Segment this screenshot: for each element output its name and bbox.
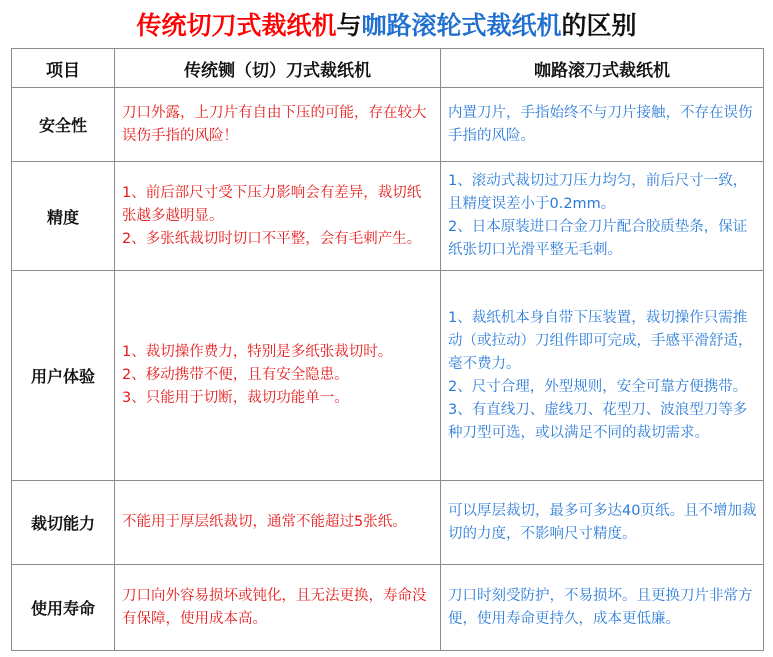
cell-line: 1、裁纸机本身自带下压装置，裁切操作只需推动（或拉动）刀组件即可完成，手感平滑舒适，毫不费力。: [448, 309, 753, 372]
traditional-cell: [115, 565, 441, 651]
header-traditional: 传统铡（切）刀式裁纸机: [115, 49, 441, 88]
traditional-cell: [115, 271, 441, 481]
table-header-row: [12, 49, 764, 88]
cell-line: 1、裁切操作费力，特别是多纸张裁切时。: [122, 344, 393, 360]
table-row: [12, 481, 764, 565]
cell-line: 刀口外露，上刀片有自由下压的可能，存在较大误伤手指的风险！: [122, 104, 427, 144]
traditional-cell: [115, 162, 441, 271]
page-title: [0, 0, 773, 48]
header-item: 项目: [12, 49, 115, 88]
row-label: 精度: [12, 162, 115, 271]
cell-line: 3、只能用于切断，裁切功能单一。: [122, 390, 349, 406]
row-label: 裁切能力: [12, 481, 115, 565]
row-label: 用户体验: [12, 271, 115, 481]
kalu-cell: [441, 271, 764, 481]
cell-line: 2、尺寸合理，外型规则，安全可靠方便携带。: [448, 378, 748, 395]
traditional-cell: [115, 88, 441, 162]
title-traditional: 传统切刀式裁纸机: [136, 11, 337, 40]
cell-line: 2、日本原装进口合金刀片配合胶质垫条，保证纸张切口光滑平整无毛刺。: [448, 219, 748, 258]
title-difference: 的区别: [561, 11, 637, 40]
cell-line: 刀口向外容易损坏或钝化，且无法更换，寿命没有保障，使用成本高。: [122, 587, 427, 627]
row-label: 使用寿命: [12, 565, 115, 651]
cell-line: 内置刀片，手指始终不与刀片接触，不存在误伤手指的风险。: [448, 104, 753, 144]
cell-line: 3、有直线刀、虚线刀、花型刀、波浪型刀等多种刀型可选，或以满足不同的裁切需求。: [448, 401, 748, 441]
title-and: 与: [336, 11, 362, 40]
cell-line: 1、前后部尺寸受下压力影响会有差异，裁切纸张越多越明显。: [122, 184, 422, 224]
cell-line: 1、滚动式裁切过刀压力均匀，前后尺寸一致，且精度误差小于0.2mm。: [448, 173, 748, 212]
table-row: [12, 565, 764, 651]
traditional-cell: [115, 481, 441, 565]
cell-line: 2、移动携带不便，且有安全隐患。: [122, 367, 349, 383]
row-label: 安全性: [12, 88, 115, 162]
kalu-cell: [441, 88, 764, 162]
cell-line: 刀口时刻受防护，不易损坏。且更换刀片非常方便，使用寿命更持久，成本更低廉。: [448, 587, 753, 627]
kalu-cell: [441, 481, 764, 565]
cell-line: 不能用于厚层纸裁切，通常不能超过5张纸。: [122, 514, 407, 530]
cell-line: 2、多张纸裁切时切口不平整，会有毛刺产生。: [122, 230, 422, 247]
header-kalu: 咖路滚刀式裁纸机: [441, 49, 764, 88]
kalu-cell: [441, 162, 764, 271]
comparison-table: [11, 48, 764, 651]
kalu-cell: [441, 565, 764, 651]
table-row: [12, 88, 764, 162]
cell-line: 可以厚层裁切，最多可多达40页纸。且不增加裁切的力度，不影响尺寸精度。: [448, 502, 757, 542]
table-row: [12, 271, 764, 481]
table-row: [12, 162, 764, 271]
title-kalu: 咖路滚轮式裁纸机: [361, 11, 562, 40]
